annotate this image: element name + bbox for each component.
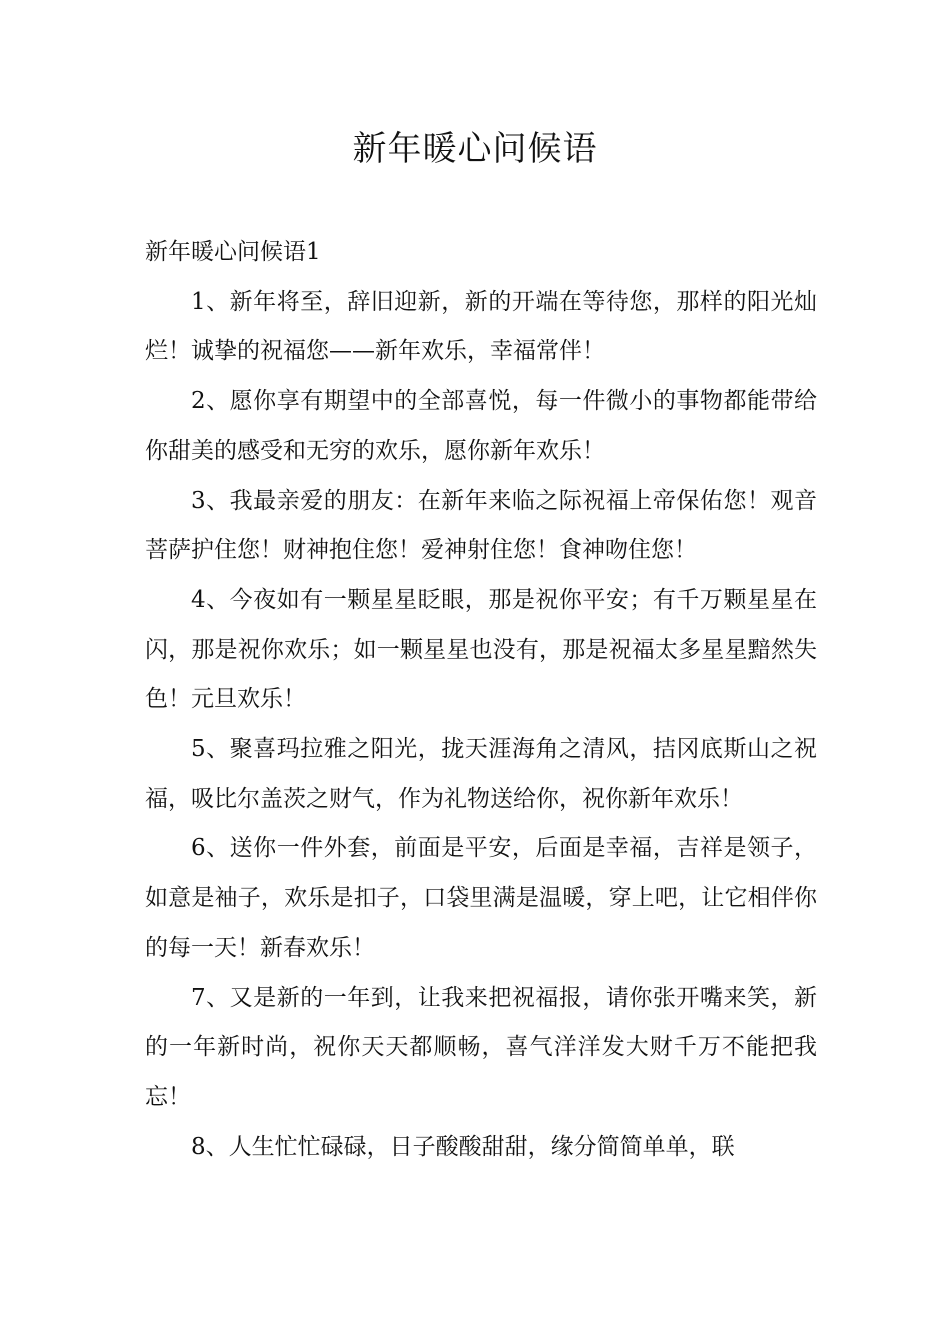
paragraph-8: 8、人生忙忙碌碌，日子酸酸甜甜，缘分简简单单，联 (191, 1133, 735, 1160)
paragraph-2: 2、愿你享有期望中的全部喜悦，每一件微小的事物都能带给你甜美的感受和无穷的欢乐，愿你新年欢乐！ (145, 388, 817, 464)
paragraph-3: 3、我最亲爱的朋友：在新年来临之际祝福上帝保佑您！观音菩萨护住您！财神抱住您！爱神射住您！食神吻住您！ (145, 487, 817, 564)
document-title: 新年暖心问候语 (352, 129, 598, 169)
paragraph-4: 4、今夜如有一颗星星眨眼，那是祝你平安；有千万颗星星在闪，那是祝你欢乐；如一颗星星也没有，那是祝福太多星星黯然失色！元旦欢乐！ (145, 586, 817, 713)
paragraph-5: 5、聚喜玛拉雅之阳光，拢天涯海角之清风，拮冈底斯山之祝福，吸比尔盖茨之财气，作为礼物送给你，祝你新年欢乐！ (145, 736, 817, 812)
paragraph-7: 7、又是新的一年到，让我来把祝福报，请你张开嘴来笑，新的一年新时尚，祝你天天都顺畅，喜气洋洋发大财千万不能把我忘！ (145, 984, 817, 1110)
paragraph-6: 6、送你一件外套，前面是平安，后面是幸福，吉祥是领子，如意是袖子，欢乐是扣子，口袋里满是温暖，穿上吧，让它相伴你的每一天！新春欢乐！ (145, 835, 817, 961)
document-body (145, 228, 817, 1172)
section-heading: 新年暖心问候语1 (145, 239, 321, 265)
paragraph-1: 1、新年将至，辞旧迎新，新的开端在等待您，那样的阳光灿烂！诚挚的祝福您——新年欢乐，幸福常伴！ (145, 288, 817, 365)
